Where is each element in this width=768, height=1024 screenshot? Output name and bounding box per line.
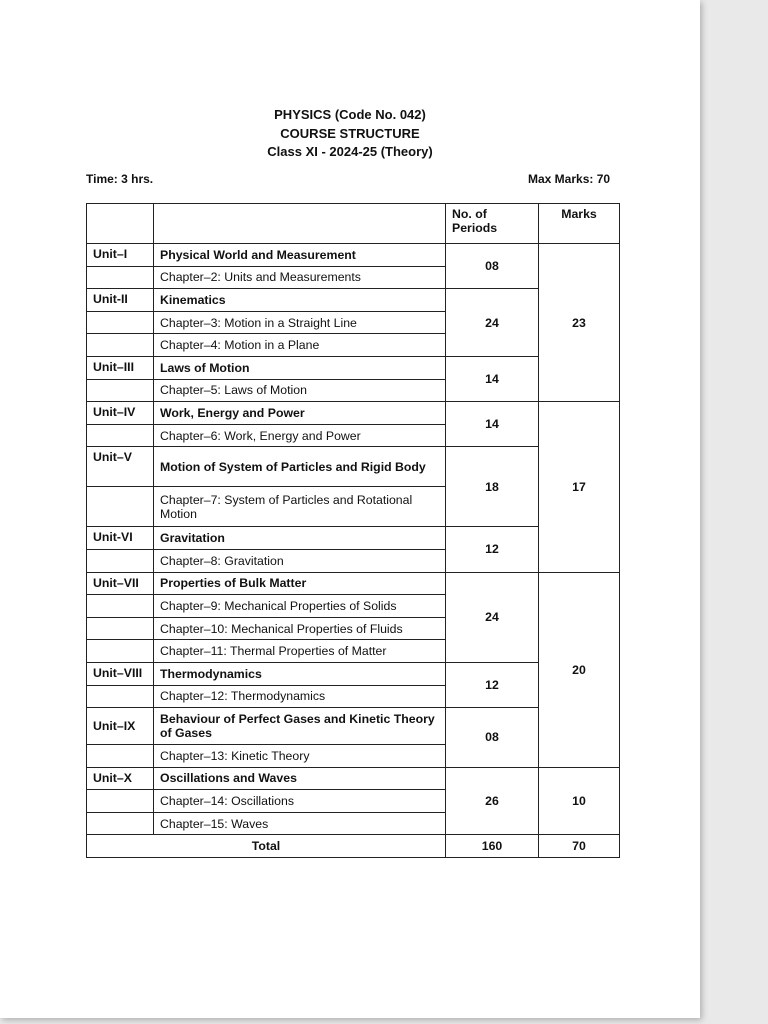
max-marks-label: Max Marks: 70 [528,172,611,186]
chapter-cell: Chapter–13: Kinetic Theory [154,745,446,768]
unit-title-cell: Properties of Bulk Matter [154,572,446,595]
table-row [87,572,620,595]
periods-cell: 12 [446,662,539,707]
unit-title-cell: Laws of Motion [154,356,446,379]
unit-title-cell: Work, Energy and Power [154,402,446,425]
table-row [87,244,620,267]
chapter-cell: Chapter–11: Thermal Properties of Matter [154,640,446,663]
chapter-cell: Chapter–4: Motion in a Plane [154,334,446,357]
unit-cell [87,379,154,402]
unit-cell: Unit–VIII [87,662,154,685]
unit-title-cell: Oscillations and Waves [154,767,446,790]
unit-cell: Unit–I [87,244,154,267]
chapter-cell: Chapter–2: Units and Measurements [154,266,446,289]
unit-cell [87,790,154,813]
unit-title-cell: Kinematics [154,289,446,312]
chapter-cell: Chapter–10: Mechanical Properties of Fluids [154,617,446,640]
unit-cell: Unit–IX [87,708,154,745]
unit-cell [87,311,154,334]
title-block [0,106,700,162]
chapter-cell: Chapter–8: Gravitation [154,549,446,572]
total-label: Total [87,835,446,858]
unit-title-cell: Physical World and Measurement [154,244,446,267]
unit-cell: Unit–IV [87,402,154,425]
periods-cell: 08 [446,244,539,289]
periods-cell: 26 [446,767,539,835]
periods-cell: 08 [446,708,539,768]
periods-cell: 12 [446,527,539,572]
chapter-cell: Chapter–3: Motion in a Straight Line [154,311,446,334]
unit-cell: Unit–V [87,447,154,487]
unit-cell [87,334,154,357]
chapter-cell: Chapter–9: Mechanical Properties of Solids [154,595,446,618]
total-row [87,835,620,858]
unit-cell: Unit–VII [87,572,154,595]
marks-cell: 10 [539,767,620,835]
unit-cell [87,812,154,835]
periods-cell: 18 [446,447,539,527]
time-label: Time: 3 hrs. [86,172,154,186]
course-structure-table [86,203,620,858]
table-row [87,767,620,790]
unit-cell: Unit-VI [87,527,154,550]
unit-cell [87,487,154,527]
subject-title: PHYSICS (Code No. 042) [274,107,426,122]
header-title-cell [154,204,446,244]
chapter-cell: Chapter–14: Oscillations [154,790,446,813]
unit-cell [87,266,154,289]
header-unit-cell [87,204,154,244]
unit-cell: Unit–III [87,356,154,379]
marks-cell: 17 [539,402,620,572]
chapter-cell: Chapter–15: Waves [154,812,446,835]
unit-cell [87,685,154,708]
marks-header: Marks [539,204,620,244]
unit-cell [87,617,154,640]
unit-cell [87,424,154,447]
chapter-cell: Chapter–6: Work, Energy and Power [154,424,446,447]
marks-cell: 23 [539,244,620,402]
chapter-cell: Chapter–5: Laws of Motion [154,379,446,402]
periods-cell: 14 [446,402,539,447]
chapter-cell: Chapter–7: System of Particles and Rotational Motion [154,487,446,527]
chapter-cell: Chapter–12: Thermodynamics [154,685,446,708]
marks-cell: 20 [539,572,620,767]
unit-title-cell: Motion of System of Particles and Rigid Body [154,447,446,487]
unit-cell [87,745,154,768]
unit-cell [87,549,154,572]
periods-header: No. of Periods [446,204,539,244]
periods-cell: 24 [446,572,539,662]
unit-cell: Unit–X [87,767,154,790]
table-header-row [87,204,620,244]
unit-cell [87,640,154,663]
unit-cell [87,595,154,618]
total-marks: 70 [539,835,620,858]
unit-title-cell: Behaviour of Perfect Gases and Kinetic Theory of Gases [154,708,446,745]
total-periods: 160 [446,835,539,858]
course-structure-title: COURSE STRUCTURE [280,125,420,141]
table-row [87,402,620,425]
periods-cell: 14 [446,356,539,401]
unit-title-cell: Thermodynamics [154,662,446,685]
unit-title-cell: Gravitation [154,527,446,550]
periods-cell: 24 [446,289,539,357]
unit-cell: Unit-II [87,289,154,312]
class-title: Class XI - 2024-25 (Theory) [267,144,433,159]
